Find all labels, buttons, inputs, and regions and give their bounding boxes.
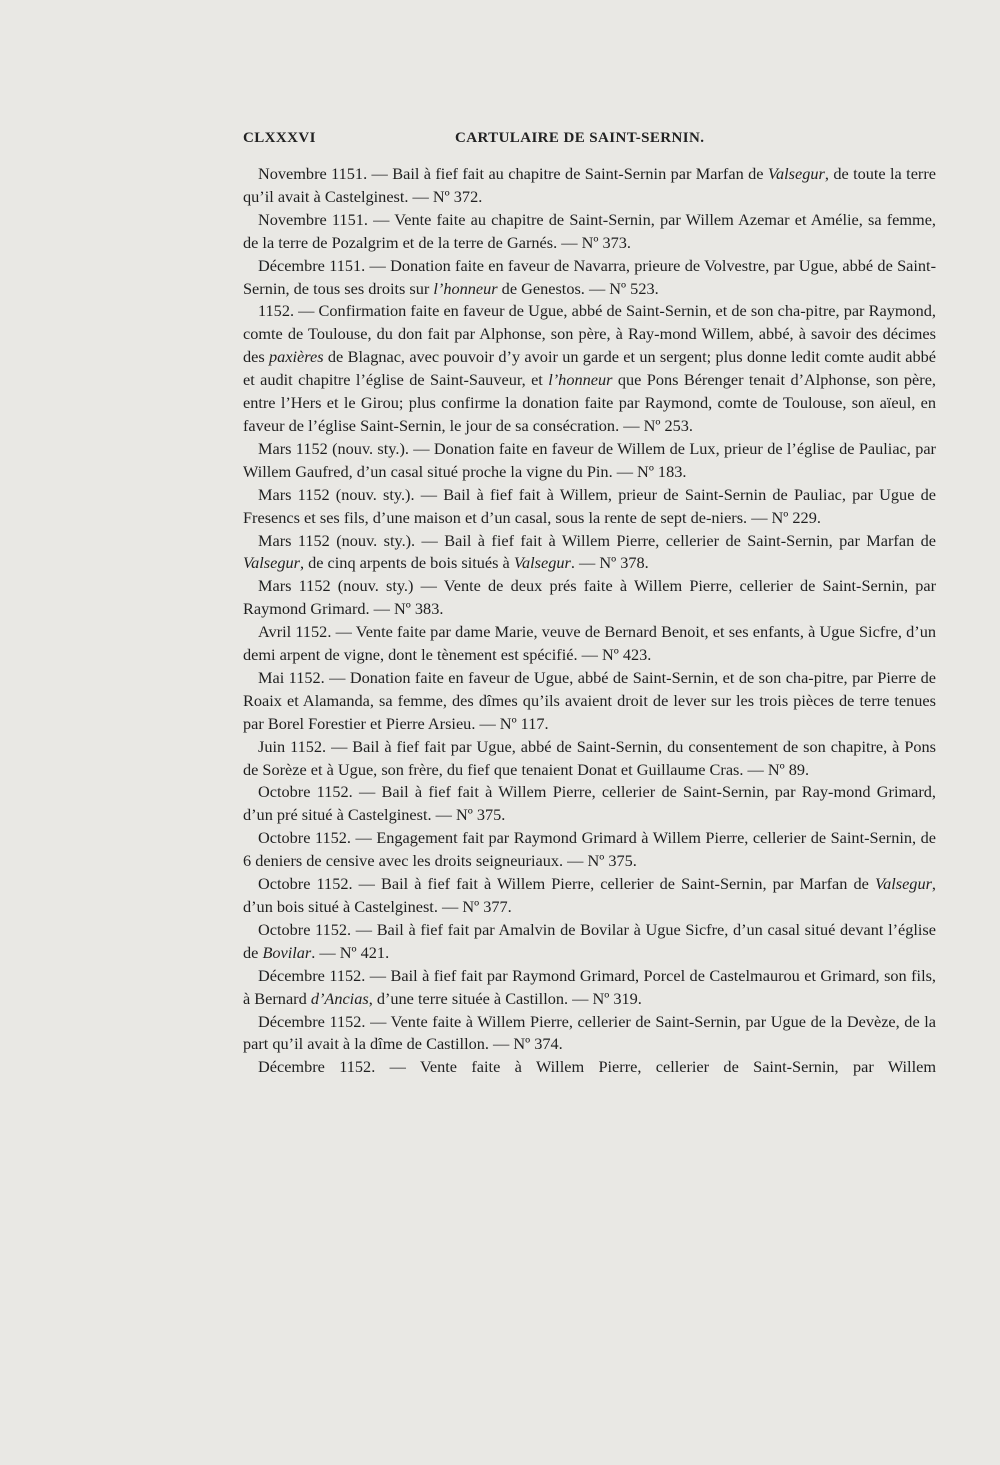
register-entry (243, 163, 936, 209)
register-entries (243, 163, 936, 1079)
entry-text: , d’une terre située à Castillon. — Nº 319. (368, 988, 642, 1008)
entry-italic-term: Valsegur (243, 553, 300, 573)
entry-date: Novembre 1151. (258, 164, 368, 183)
register-entry (243, 667, 936, 736)
entry-text: — Vente de deux prés faite à Willem Pierre, cellerier de Saint-Sernin, par Raymond Grimard. — Nº 383. (243, 576, 936, 619)
entry-text: , d’un bois situé à Castelginest. — Nº 377. (243, 874, 936, 916)
entry-date: Décembre 1152. (258, 1011, 366, 1031)
register-entry (243, 965, 936, 1011)
entry-text: . — Nº 421. (311, 942, 390, 962)
entry-text: — Confirmation faite en faveur de Ugue, abbé de Saint-Sernin, et de son cha-pitre, par Raymond, comte de Toulouse, du don fait par Alphonse, son père, à Ray-mond Willem, abbé, à savoir des décimes des (243, 301, 936, 367)
register-entry (243, 438, 936, 484)
entry-text: — Bail à fief fait à Willem, prieur de Saint-Sernin de Pauliac, par Ugue de Fresencs et ses fils, d’une maison et d’un casal, sous la rente de sept de-niers. — Nº 229. (243, 484, 936, 527)
entry-text: , de toute la terre qu’il avait à Castelginest. — Nº 372. (243, 164, 937, 206)
entry-italic-term: Valsegur (874, 874, 932, 894)
entry-text: , de cinq arpents de bois situés à (299, 553, 514, 573)
entry-text: — Vente faite à Willem Pierre, cellerier de Saint-Sernin, par Ugue de la Devèze, de la part qu’il avait à la dîme de Castillon. — Nº 374. (243, 1011, 936, 1054)
register-entry (243, 255, 936, 301)
register-entry (243, 484, 936, 530)
entry-date: 1152. (258, 301, 295, 321)
entry-date: Mars 1152 (nouv. sty.). (258, 438, 409, 458)
entry-text: — Vente faite par dame Marie, veuve de Bernard Benoit, et ses enfants, à Ugue Sicfre, d’un demi arpent de vigne, dont le tènement est spécifié. — Nº 423. (243, 622, 936, 665)
entry-text: — Bail à fief fait à Willem Pierre, cellerier de Saint-Sernin, par Marfan de (415, 530, 936, 550)
entry-text: . — Nº 378. (570, 553, 649, 573)
register-entry (243, 621, 936, 667)
register-entry (243, 736, 936, 782)
entry-date: Mars 1152 (nouv. sty.) (258, 576, 414, 596)
register-entry (243, 827, 936, 873)
entry-date: Décembre 1152. (258, 965, 366, 985)
entry-date: Octobre 1152. (258, 828, 351, 848)
register-entry (243, 919, 936, 965)
entry-date: Mai 1152. (258, 667, 325, 687)
register-entry (243, 781, 936, 827)
entry-text: — Donation faite en faveur de Willem de Lux, prieur de l’église de Pauliac, par Willem Gaufred, d’un casal situé proche la vigne du Pin. — Nº 183. (243, 438, 936, 481)
entry-text: — Donation faite en faveur de Navarra, prieure de Volvestre, par Ugue, abbé de Saint-Sernin, de tous ses droits sur (243, 255, 936, 298)
entry-date: Avril 1152. (258, 622, 332, 642)
entry-italic-term: Bovilar (262, 942, 312, 962)
entry-date: Décembre 1151. (258, 255, 366, 275)
entry-date: Octobre 1152. (258, 874, 353, 894)
entry-date: Juin 1152. (258, 736, 327, 756)
entry-text: — Bail à fief fait à Willem Pierre, cellerier de Saint-Sernin, par Marfan de (352, 874, 875, 894)
register-entry (243, 530, 936, 576)
entry-text: — Bail à fief fait à Willem Pierre, cellerier de Saint-Sernin, par Ray-mond Grimard, d’un pré situé à Castelginest. — Nº 375. (243, 782, 936, 825)
entry-text: — Vente faite au chapitre de Saint-Sernin, par Willem Azemar et Amélie, sa femme, de la terre de Pozalgrim et de la terre de Garnés. — Nº 373. (243, 209, 936, 252)
register-entry (243, 575, 936, 621)
entry-italic-term: Valsegur (767, 164, 825, 183)
entry-italic-term: l’honneur (433, 278, 498, 298)
entry-date: Octobre 1152. (258, 919, 352, 939)
entry-date: Mars 1152 (nouv. sty.). (258, 484, 415, 504)
entry-italic-term: paxières (269, 347, 324, 367)
entry-date: Octobre 1152. (258, 782, 353, 802)
entry-date: Mars 1152 (nouv. sty.). (258, 530, 416, 550)
entry-text: — Bail à fief fait par Raymond Grimard, Porcel de Castelmaurou et Grimard, son fils, à Bernard (243, 965, 936, 1008)
entry-italic-term: l’honneur (548, 370, 613, 390)
entry-text: — Bail à fief fait au chapitre de Saint-Sernin par Marfan de (367, 164, 768, 183)
entry-text: de Genestos. — Nº 523. (497, 278, 659, 298)
page-header (243, 130, 903, 154)
entry-text: — Bail à fief fait par Amalvin de Bovilar à Ugue Sicfre, d’un casal situé devant l’église de (243, 919, 936, 962)
entry-date: Novembre 1151. (258, 209, 368, 229)
running-title: CARTULAIRE DE SAINT-SERNIN. (455, 130, 705, 146)
register-entry (243, 1011, 936, 1057)
entry-date: Décembre 1152. (258, 1057, 376, 1077)
entry-text: — Bail à fief fait par Ugue, abbé de Saint-Sernin, du consentement de son chapitre, à Pons de Sorèze et à Ugue, son frère, du fief que tenaient Donat et Guillaume Cras. — Nº 89. (243, 736, 936, 779)
entry-text: — Donation faite en faveur de Ugue, abbé de Saint-Sernin, et de son cha-pitre, par Pierre de Roaix et Alamanda, sa femme, des dîmes qu’ils avaient droit de lever sur les trois pièces de terre tenues par Borel Forestier et Pierre Arsieu. — Nº 117. (243, 667, 936, 733)
entry-text: — Vente faite à Willem Pierre, cellerier de Saint-Sernin, par Willem (375, 1057, 936, 1077)
folio-number: CLXXXVI (243, 130, 316, 146)
register-entry (243, 873, 936, 919)
entry-text: — Engagement fait par Raymond Grimard à Willem Pierre, cellerier de Saint-Sernin, de 6 deniers de censive avec les droits seigneuriaux. — Nº 375. (243, 828, 936, 871)
entry-text: que Pons Bérenger tenait d’Alphonse, son père, entre l’Hers et le Girou; plus confirme la donation faite par Raymond, comte de Toulouse, son aïeul, en faveur de l’église Saint-Sernin, le jour de sa consécration. — Nº 253. (243, 370, 936, 435)
register-entry (243, 209, 936, 255)
entry-italic-term: Valsegur (513, 553, 571, 573)
entry-italic-term: d’Ancias (310, 988, 369, 1008)
register-entry (243, 300, 936, 437)
register-entry (243, 1056, 936, 1079)
entry-text: de Blagnac, avec pouvoir d’y avoir un garde et un sergent; plus donne ledit comte audit abbé et audit chapitre l’église de Saint-Sauveur, et (243, 347, 937, 390)
